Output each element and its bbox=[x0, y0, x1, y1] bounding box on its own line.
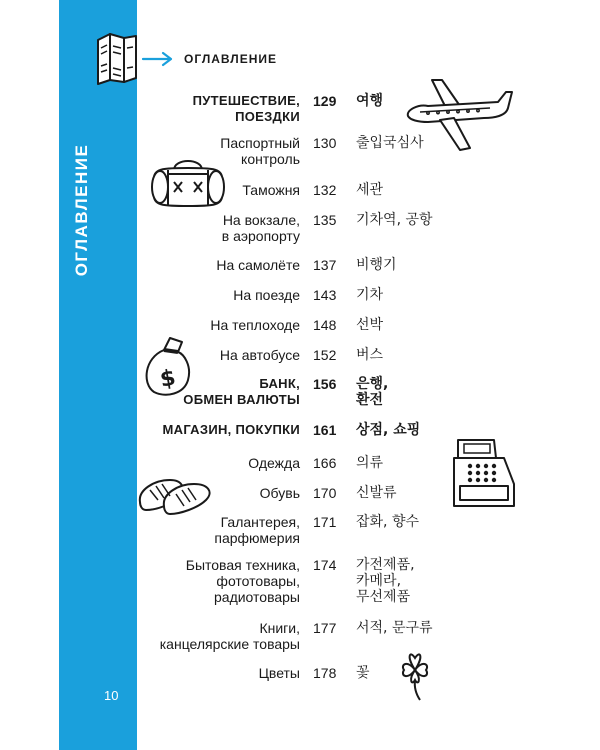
toc-entry-russian: БАНК, ОБМЕН ВАЛЮТЫ bbox=[183, 376, 300, 407]
toc-entry-page: 171 bbox=[313, 514, 337, 530]
toc-entry-korean: 비행기 bbox=[356, 257, 397, 273]
toc-entry-page: 174 bbox=[313, 557, 337, 573]
toc-entry-page: 135 bbox=[313, 212, 337, 228]
toc-entry-russian: Цветы bbox=[258, 665, 300, 681]
toc-entry-page: 130 bbox=[313, 135, 337, 151]
toc-entry-korean: 기차역, 공항 bbox=[356, 212, 433, 228]
page-number: 10 bbox=[104, 688, 119, 703]
toc-entry-page: 137 bbox=[313, 257, 337, 273]
sidebar bbox=[59, 0, 137, 750]
toc-entry-russian: Паспортный контроль bbox=[220, 135, 300, 167]
toc-entry-page: 148 bbox=[313, 317, 337, 333]
arrow-right-icon bbox=[141, 50, 175, 68]
toc-entry-korean: 출입국심사 bbox=[356, 135, 424, 151]
toc-entry-page: 178 bbox=[313, 665, 337, 681]
toc-entry-korean: 잡화, 향수 bbox=[356, 514, 419, 530]
toc-entry-page: 166 bbox=[313, 455, 337, 471]
toc-entry-page: 161 bbox=[313, 422, 337, 438]
toc-entry-page: 129 bbox=[313, 93, 337, 109]
toc-entry-korean: 의류 bbox=[356, 455, 384, 471]
toc-entry-korean: 가전제품, 카메라, 무선제품 bbox=[356, 557, 415, 605]
toc-entry-korean: 여행 bbox=[356, 93, 384, 109]
toc-entry-korean: 은행, 환전 bbox=[356, 376, 389, 408]
toc-entry-russian: На самолёте bbox=[216, 257, 300, 273]
toc-entry-korean: 선박 bbox=[356, 317, 384, 333]
toc-entry-russian: Обувь bbox=[259, 485, 300, 501]
toc-entry-korean: 꽃 bbox=[356, 665, 370, 681]
toc-entry-russian: МАГАЗИН, ПОКУПКИ bbox=[162, 422, 300, 437]
sidebar-title: ОГЛАВЛЕНИЕ bbox=[72, 143, 91, 277]
toc-entry-korean: 상점, 쇼핑 bbox=[356, 422, 421, 438]
toc-entry-russian: ПУТЕШЕСТВИЕ, ПОЕЗДКИ bbox=[192, 93, 300, 124]
svg-text:$: $ bbox=[158, 365, 178, 393]
toc-entry-page: 177 bbox=[313, 620, 337, 636]
toc-entry-page: 170 bbox=[313, 485, 337, 501]
toc-entry-korean: 서적, 문구류 bbox=[356, 620, 433, 636]
toc-entry-russian: На теплоходе bbox=[210, 317, 300, 333]
toc-entry-russian: Галантерея, парфюмерия bbox=[214, 514, 300, 546]
toc-entry-korean: 세관 bbox=[356, 182, 384, 198]
toc-entry-russian: Книги, канцелярские товары bbox=[159, 620, 300, 652]
toc-entry-russian: На поезде bbox=[233, 287, 300, 303]
toc-entry-korean: 신발류 bbox=[356, 485, 397, 501]
books-icon bbox=[94, 28, 140, 86]
toc-entry-page: 156 bbox=[313, 376, 337, 392]
toc-entry-page: 143 bbox=[313, 287, 337, 303]
toc-header: ОГЛАВЛЕНИЕ bbox=[184, 52, 278, 66]
toc-entry-russian: Бытовая техника, фототовары, радиотовары bbox=[185, 557, 300, 605]
toc-entry-korean: 기차 bbox=[356, 287, 384, 303]
toc-entry-page: 132 bbox=[313, 182, 337, 198]
toc-entry-page: 152 bbox=[313, 347, 337, 363]
toc-entry-russian: Одежда bbox=[248, 455, 300, 471]
toc-entry-korean: 버스 bbox=[356, 347, 384, 363]
toc-entry-russian: На автобусе bbox=[219, 347, 300, 363]
toc-entry-russian: Таможня bbox=[242, 182, 300, 198]
toc-entry-russian: На вокзале, в аэропорту bbox=[221, 212, 300, 244]
